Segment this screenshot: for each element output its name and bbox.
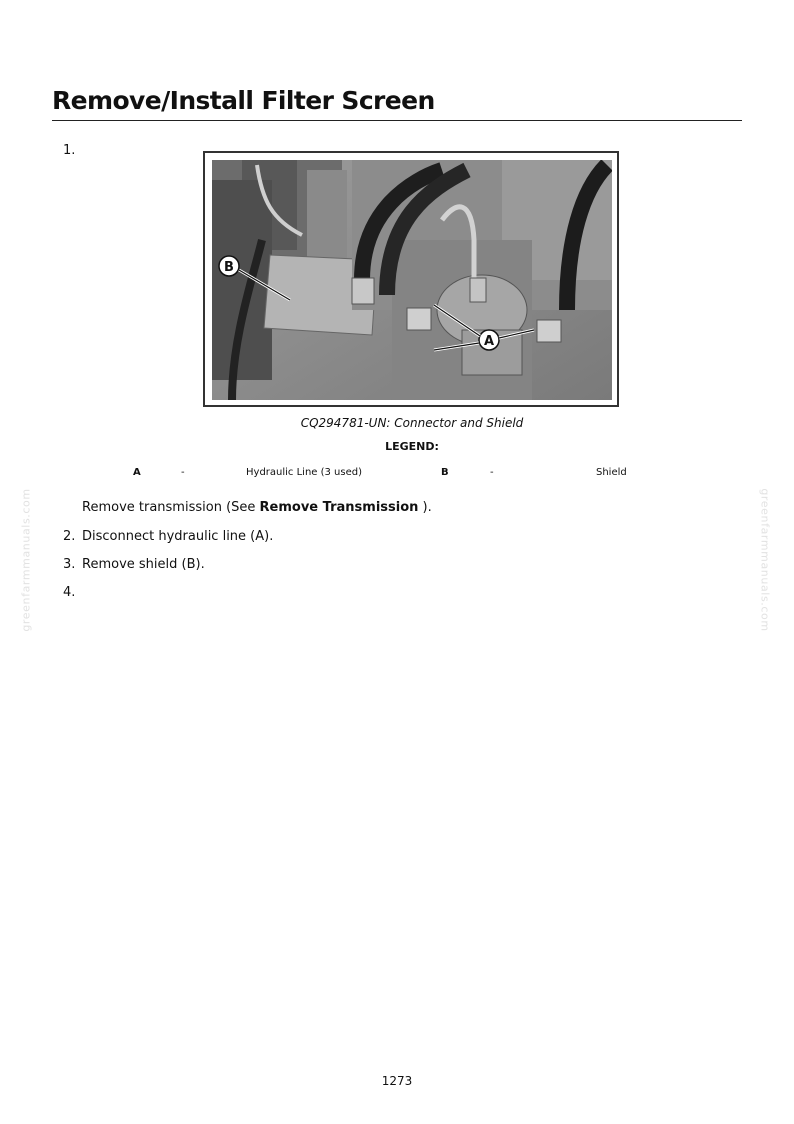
step-1-text (82, 500, 432, 515)
callout-b-label: B (224, 260, 234, 275)
watermark-left: greenfarmmanuals.com (19, 488, 33, 632)
step-2-number: 2. (63, 529, 76, 544)
step-3-number: 3. (63, 557, 76, 572)
legend-dash-b: - (490, 467, 494, 478)
legend-dash-a: - (181, 467, 185, 478)
page-title: Remove/Install Filter Screen (52, 86, 742, 121)
figure-caption: CQ294781-UN: Connector and Shield (300, 416, 524, 430)
legend-title: LEGEND: (385, 440, 439, 453)
figure-connector-and-shield (203, 151, 619, 407)
legend-label-a: Hydraulic Line (3 used) (246, 467, 363, 478)
callout-a-label: A (483, 334, 495, 349)
legend-label-b: Shield (596, 467, 627, 478)
step-3-text: Remove shield (B). (82, 557, 205, 572)
figure-photo (212, 160, 612, 400)
step-1-prefix: Remove transmission (See (82, 500, 260, 515)
remove-transmission-link[interactable]: Remove Transmission (259, 500, 419, 515)
step-2-text: Disconnect hydraulic line (A). (82, 529, 274, 544)
legend-key-a: A (133, 467, 141, 478)
step-4-number: 4. (63, 585, 76, 600)
step-1-number: 1. (63, 143, 76, 158)
step-1-suffix: ). (418, 500, 432, 515)
legend-key-b: B (441, 467, 449, 478)
watermark-right: greenfarmmanuals.com (758, 488, 772, 632)
page-number: 1273 (381, 1074, 413, 1088)
